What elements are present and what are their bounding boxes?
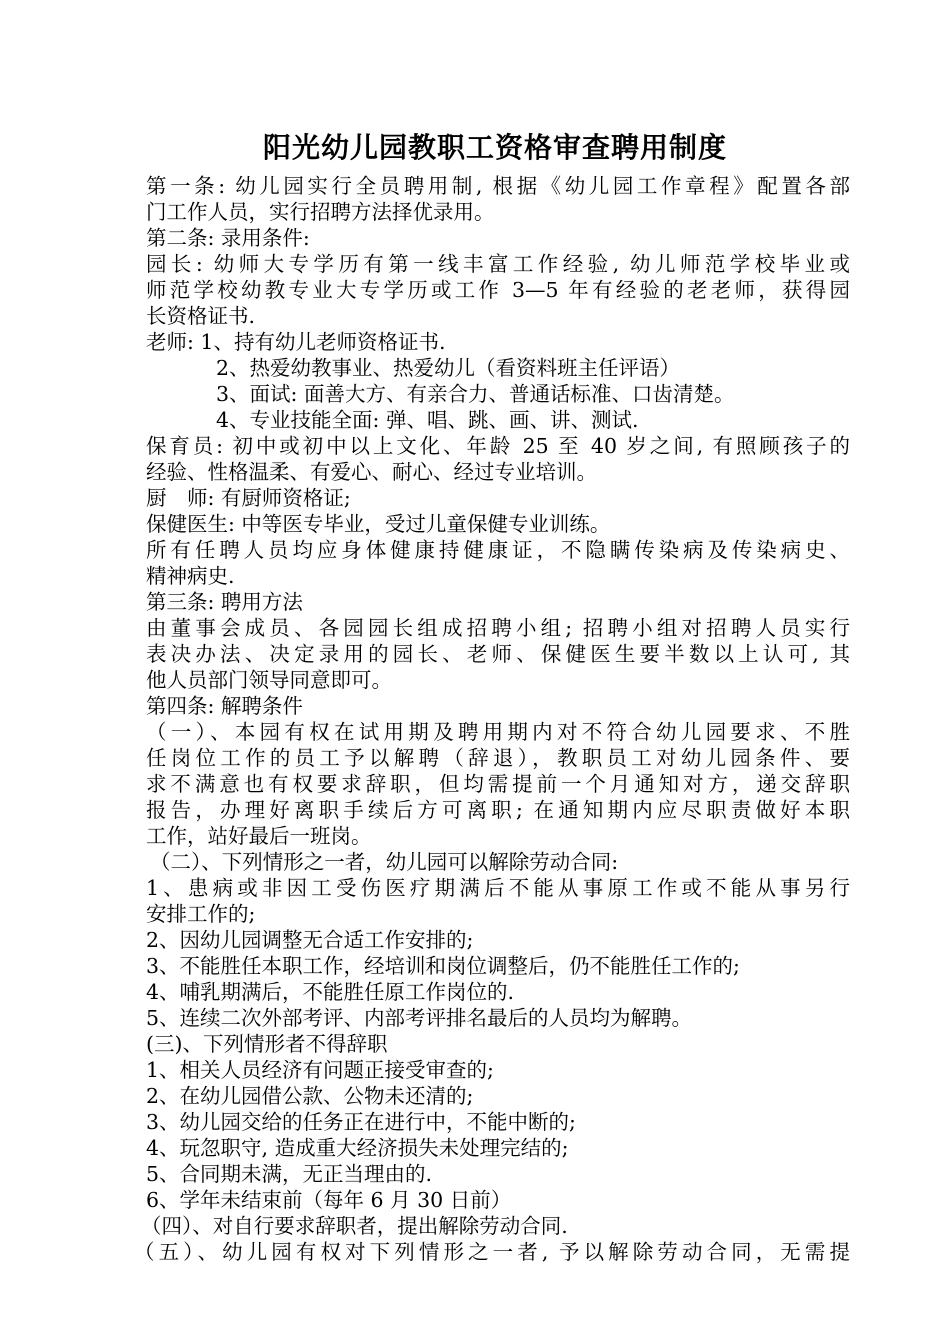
text-line: 4、玩忽职守, 造成重大经济损失未处理完结的; [146, 1136, 569, 1160]
text-line: 5、合同期未满，无正当理由的. [146, 1162, 433, 1186]
text-line: 2、热爱幼教事业、热爱幼儿（看资料班主任评语） [216, 356, 681, 380]
text-line: 老师: 1、持有幼儿老师资格证书. [146, 330, 446, 354]
text-line: 第三条: 聘用方法 [146, 590, 303, 614]
text-line: 3、幼儿园交给的任务正在进行中，不能中断的; [146, 1110, 576, 1134]
text-line: 任岗位工作的员工予以解聘（辞退），教职员工对幼儿园条件、要 [146, 746, 850, 770]
text-line: 他人员部门领导同意即可。 [146, 668, 392, 692]
text-line: （二）、下列情形之一者，幼儿园可以解除劳动合同: [150, 850, 619, 874]
text-line: 安排工作的; [146, 902, 256, 926]
text-line: 厨 师: 有厨师资格证; [146, 486, 351, 510]
text-line: 门工作人员，实行招聘方法择优录用。 [146, 200, 495, 224]
text-line: 6、学年未结束前（每年 6 月 30 日前） [146, 1188, 512, 1212]
text-line: 所有任聘人员均应身体健康持健康证，不隐瞒传染病及传染病史、 [146, 538, 850, 562]
text-line: 1、患病或非因工受伤医疗期满后不能从事原工作或不能从事另行 [146, 876, 850, 900]
text-line: 精神病史. [146, 564, 235, 588]
text-line: 师范学校幼教专业大专学历或工作 3—5 年有经验的老老师，获得园 [146, 278, 850, 302]
text-line: 3、不能胜任本职工作，经培训和岗位调整后，仍不能胜任工作的; [146, 954, 740, 978]
text-line: (三)、下列情形者不得辞职 [146, 1032, 388, 1056]
text-line: 第一条: 幼儿园实行全员聘用制, 根据《幼儿园工作章程》配置各部 [146, 174, 850, 198]
text-line: 报告，办理好离职手续后方可离职; 在通知期内应尽职责做好本职 [146, 798, 850, 822]
text-line: 3、面试: 面善大方、有亲合力、普通话标准、口齿清楚。 [216, 382, 735, 406]
text-line: 工作，站好最后一班岗。 [146, 824, 372, 848]
text-line: 保育员: 初中或初中以上文化、年龄 25 至 40 岁之间, 有照顾孩子的 [146, 434, 850, 458]
document-title: 阳光幼儿园教职工资格审查聘用制度 [262, 131, 727, 164]
text-line: 1、相关人员经济有问题正接受审查的; [146, 1058, 494, 1082]
text-line: （四）、对自行要求辞职者，提出解除劳动合同. [141, 1214, 568, 1238]
text-line: 4、哺乳期满后，不能胜任原工作岗位的. [146, 980, 515, 1004]
text-line: 园长: 幼师大专学历有第一线丰富工作经验, 幼儿师范学校毕业或 [146, 252, 850, 276]
text-line: 2、在幼儿园借公款、公物未还清的; [146, 1084, 474, 1108]
text-line: 由董事会成员、各园园长组成招聘小组; 招聘小组对招聘人员实行 [146, 616, 850, 640]
text-line: 长资格证书. [146, 304, 256, 328]
text-line: 保健医生: 中等医专毕业，受过儿童保健专业训练。 [146, 512, 611, 536]
text-line: （五）、幼儿园有权对下列情形之一者, 予以解除劳动合同，无需提 [134, 1240, 850, 1264]
text-line: 经验、性格温柔、有爱心、耐心、经过专业培训。 [146, 460, 597, 484]
text-line: （一）、本园有权在试用期及聘用期内对不符合幼儿园要求、不胜 [146, 720, 850, 744]
text-line: 4、专业技能全面: 弹、唱、跳、画、讲、测试. [216, 408, 639, 432]
text-line: 5、连续二次外部考评、内部考评排名最后的人员均为解聘。 [146, 1006, 693, 1030]
text-line: 第二条: 录用条件: [146, 226, 310, 250]
text-line: 2、因幼儿园调整无合适工作安排的; [146, 928, 474, 952]
text-line: 求不满意也有权要求辞职，但均需提前一个月通知对方，递交辞职 [146, 772, 850, 796]
text-line: 表决办法、决定录用的园长、老师、保健医生要半数以上认可, 其 [146, 642, 850, 666]
text-line: 第四条: 解聘条件 [146, 694, 303, 718]
